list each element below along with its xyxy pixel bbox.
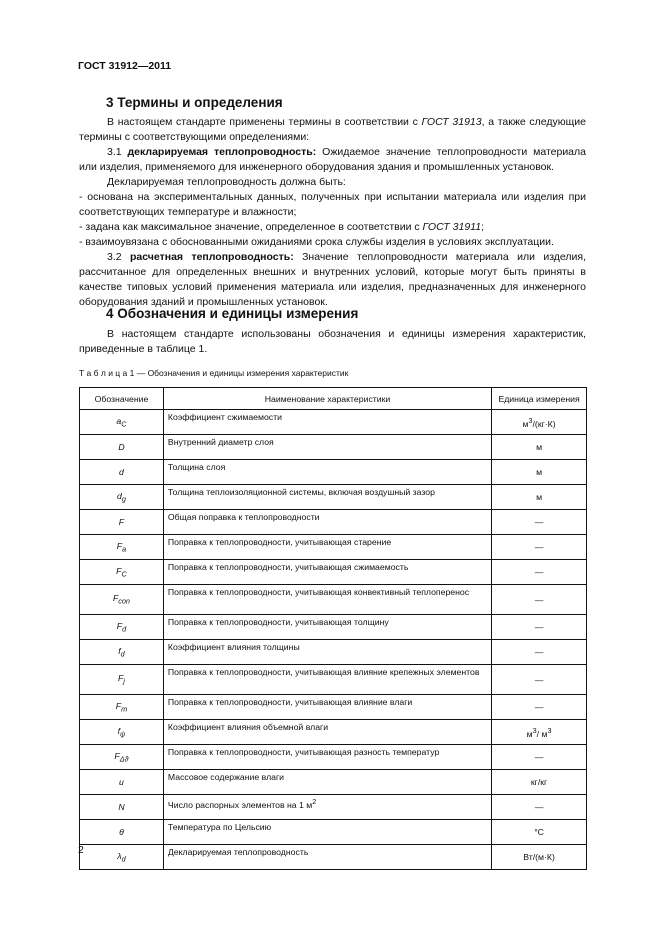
symbol-cell: $d_g$ — [80, 485, 164, 510]
ref-gost-31911: ГОСТ 31911 — [422, 221, 482, 233]
characteristic-name-cell: Поправка к теплопроводности, учитывающая толщину — [163, 615, 491, 640]
symbol-cell: $F_j$ — [80, 665, 164, 695]
table-row — [80, 770, 587, 795]
symbol-cell: $F_{con}$ — [80, 585, 164, 615]
characteristic-name-cell: Декларируемая теплопроводность — [163, 845, 491, 870]
header-unit: Единица измерения — [492, 388, 587, 410]
table-header-row — [80, 388, 587, 410]
unit-cell: Вт/(м·К) — [492, 845, 587, 870]
list-item-3: - взаимоувязана с обоснованными ожиданиями срока службы изделия в условиях эксплуатации. — [79, 236, 554, 248]
unit-cell: — — [492, 535, 587, 560]
header-name: Наименование характеристики — [163, 388, 491, 410]
unit-cell: — — [492, 585, 587, 615]
unit-cell: $м^3/$ $м^3$ — [492, 720, 587, 745]
unit-cell: — — [492, 510, 587, 535]
table-row — [80, 720, 587, 745]
unit-cell: м — [492, 485, 587, 510]
table-row — [80, 535, 587, 560]
definition-3-2: 3.2 расчетная теплопроводность: Значение теплопроводности материала или изделия, рассчитанное для определенных внешних и внутренних условий, которые могут быть приняты в качестве типовых условий применения материала или изделия, предназначенных для инженерного оборудования зданий и промышленных установок. — [79, 251, 586, 308]
unit-cell: — — [492, 745, 587, 770]
characteristic-name-cell: Поправка к теплопроводности, учитывающая старение — [163, 535, 491, 560]
characteristic-name-cell: Поправка к теплопроводности, учитывающая конвективный теплоперенос — [163, 585, 491, 615]
table-row — [80, 640, 587, 665]
table-row — [80, 795, 587, 820]
section-3-title: 3 Термины и определения — [106, 95, 283, 110]
table-row — [80, 845, 587, 870]
table-row — [80, 510, 587, 535]
unit-cell: м — [492, 460, 587, 485]
characteristic-name-cell: Коэффициент сжимаемости — [163, 410, 491, 435]
characteristic-name-cell: Число распорных элементов на 1 $м^2$ — [163, 795, 491, 820]
table-row — [80, 665, 587, 695]
ref-gost-31913: ГОСТ 31913 — [421, 116, 482, 128]
characteristic-name-cell: Поправка к теплопроводности, учитывающая сжимаемость — [163, 560, 491, 585]
unit-cell: м — [492, 435, 587, 460]
page-number: 2 — [78, 844, 84, 856]
symbol-cell: θ — [80, 820, 164, 845]
table-row — [80, 560, 587, 585]
table-body — [80, 410, 587, 870]
unit-cell: °C — [492, 820, 587, 845]
table-row — [80, 460, 587, 485]
section-4-intro: В настоящем стандарте использованы обозначения и единицы измерения характеристик, приведенные в таблице 1. — [79, 328, 586, 355]
unit-cell: — — [492, 560, 587, 585]
symbol-cell: d — [80, 460, 164, 485]
table-row — [80, 615, 587, 640]
symbol-cell: F — [80, 510, 164, 535]
unit-cell: — — [492, 640, 587, 665]
characteristic-name-cell: Поправка к теплопроводности, учитывающая влияние крепежных элементов — [163, 665, 491, 695]
characteristic-name-cell: Температура по Цельсию — [163, 820, 491, 845]
unit-cell: — — [492, 615, 587, 640]
characteristic-name-cell: Внутренний диаметр слоя — [163, 435, 491, 460]
symbol-cell: $F_d$ — [80, 615, 164, 640]
unit-cell: $м^3/(кг\cdot К)$ — [492, 410, 587, 435]
list-item-1: - основана на экспериментальных данных, полученных при испытании материала или изделия при соответствующих температуре и влажности; — [79, 191, 586, 218]
characteristic-name-cell: Толщина теплоизоляционной системы, включая воздушный зазор — [163, 485, 491, 510]
symbol-cell: N — [80, 795, 164, 820]
table-caption: Т а б л и ц а 1 — Обозначения и единицы измерения характеристик — [79, 368, 349, 378]
unit-cell: кг/кг — [492, 770, 587, 795]
table-row — [80, 695, 587, 720]
section-4-title: 4 Обозначения и единицы измерения — [106, 306, 359, 321]
characteristic-name-cell: Поправка к теплопроводности, учитывающая разность температур — [163, 745, 491, 770]
symbols-table — [79, 387, 587, 870]
section-3-body — [79, 115, 586, 310]
symbol-cell: $f_\psi$ — [80, 720, 164, 745]
symbol-cell: $F_a$ — [80, 535, 164, 560]
table-row — [80, 820, 587, 845]
header-symbol: Обозначение — [80, 388, 164, 410]
symbol-cell: $F_C$ — [80, 560, 164, 585]
characteristic-name-cell: Общая поправка к теплопроводности — [163, 510, 491, 535]
characteristic-name-cell: Коэффициент влияния толщины — [163, 640, 491, 665]
symbol-cell: $f_d$ — [80, 640, 164, 665]
unit-cell: — — [492, 695, 587, 720]
symbol-cell: D — [80, 435, 164, 460]
unit-cell: — — [492, 795, 587, 820]
symbol-cell: $F_{\Delta ϑ}$ — [80, 745, 164, 770]
section-4-body — [79, 327, 586, 357]
standard-header: ГОСТ 31912—2011 — [78, 60, 172, 72]
table-row — [80, 585, 587, 615]
section-3-intro: В настоящем стандарте применены термины в соответствии с ГОСТ 31913, а также следующие термины с соответствующими определениями: — [79, 116, 586, 143]
definition-3-1-intro: Декларируемая теплопроводность должна быть: — [107, 176, 346, 188]
table-row — [80, 485, 587, 510]
table-row — [80, 435, 587, 460]
table-row — [80, 410, 587, 435]
characteristic-name-cell: Массовое содержание влаги — [163, 770, 491, 795]
table-row — [80, 745, 587, 770]
symbol-cell: $\lambda_d$ — [80, 845, 164, 870]
characteristic-name-cell: Поправка к теплопроводности, учитывающая влияние влаги — [163, 695, 491, 720]
symbol-cell: $a_C$ — [80, 410, 164, 435]
symbol-cell: u — [80, 770, 164, 795]
unit-cell: — — [492, 665, 587, 695]
characteristic-name-cell: Толщина слоя — [163, 460, 491, 485]
characteristic-name-cell: Коэффициент влияния объемной влаги — [163, 720, 491, 745]
symbol-cell: $F_m$ — [80, 695, 164, 720]
list-item-2: - задана как максимальное значение, определенное в соответствии с ГОСТ 31911; — [79, 221, 484, 233]
definition-3-1: 3.1 декларируемая теплопроводность: Ожидаемое значение теплопроводности материала или изделия, применяемого для инженерного оборудования здания и промышленных установок. — [79, 146, 586, 173]
